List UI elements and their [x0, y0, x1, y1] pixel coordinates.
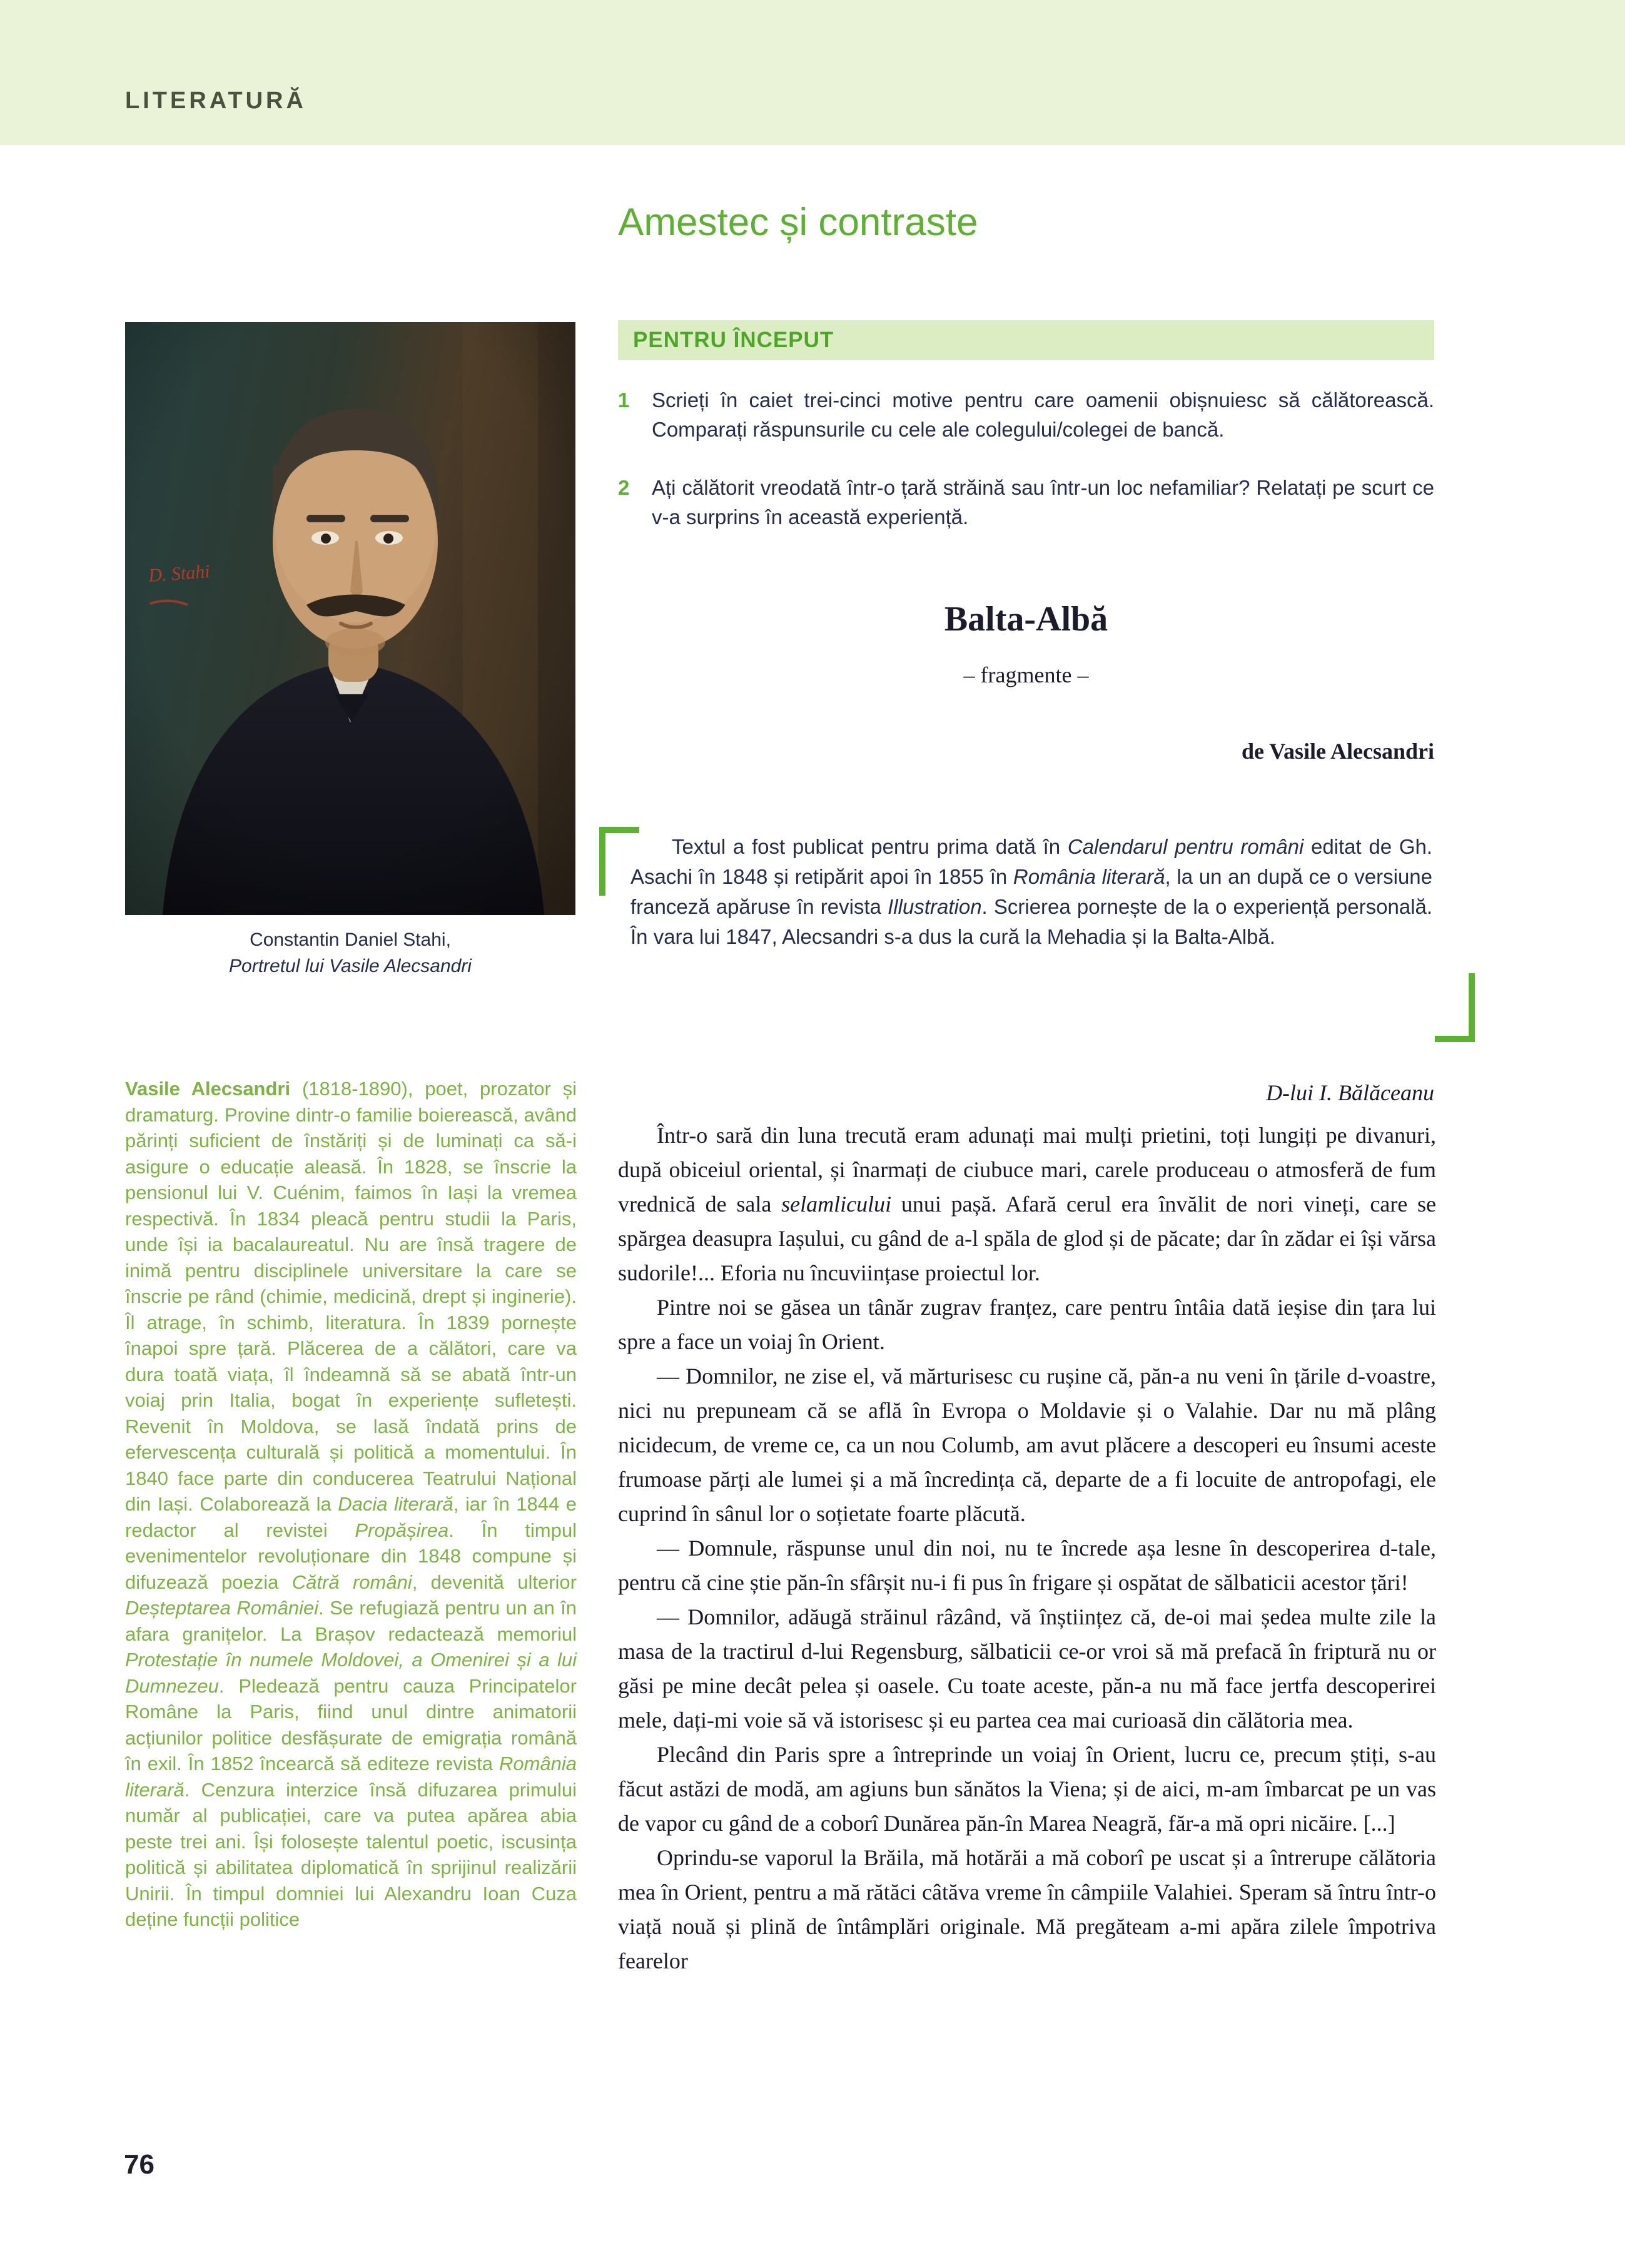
paragraph: — Domnule, răspunse unul din noi, nu te încrede așa lesne în descoperirea d-tale, pentru că cine știe păn-în sfârșit nu-i fi pus în frigare și ospătat de sălbaticii acestor țări!: [618, 1536, 1436, 1595]
warmup-task-2: [618, 473, 1434, 532]
paragraph: — Domnilor, ne zise el, vă mărturisesc cu rușine că, păn-a nu veni în țările d-voastre, nici nu prepuneam că se află în Evropa o Moldavie și o Valahie. Dar nu mă plâng nicidecum, de vreme ce, ca un nou Columb, am avut plăcere a descoperi eu însumi aceste frumoase părți ale lumei și a mă încredința că, departe de a fi locuite de antropofagi, ele cuprind în sânul lor o soțietate foarte plăcută.: [618, 1364, 1436, 1526]
paragraph: Într-o sară din luna trecută eram adunați mai mulți prietini, toți lungiți pe divanuri, după obiceiul oriental, și înarmați de ciubuce mari, carele produceau o atmosferă de fum vrednică de sala selamlicului unui pașă. Afară cerul era învălit de nori vineți, care se spărgea deasupra Iașului, cu gând de a-l spăla de glod și de păcate; dar în zădar ei își vărsa sudorile!... Eforia nu încuviințase proiectul lor.: [618, 1123, 1436, 1285]
task-text: Ați călătorit vreodată într-o țară străină sau într-un loc nefamiliar? Relatați pe scurt ce v-a surprins în această experiență.: [652, 476, 1434, 529]
paragraph: Pintre noi se găsea un tânăr zugrav franțez, care pentru întâia dată ieșise din țara lui spre a face un voiaj în Orient.: [618, 1295, 1436, 1354]
section-label: LITERATURĂ: [125, 88, 306, 114]
warmup-task-1: [618, 385, 1434, 444]
paragraph: Oprindu-se vaporul la Brăila, mă hotărăi a mă coborî pe uscat și a întrerupe călătoria mea în Orient, pentru a mă rătăci câtăva vreme în câmpiile Valahiei. Speram să întru într-o viață nouă și plină de întâmplări originale. Mă pregăteam a-mi apăra zilele împotriva fearelor: [618, 1845, 1436, 1973]
quote-bracket-bottom-icon: [1435, 973, 1475, 1042]
page-number: 76: [124, 2149, 154, 2180]
task-text: Scrieți în caiet trei-cinci motive pentru care oamenii obișnuiesc să călătorească. Comparați răspunsurile cu cele ale colegului/colegei de bancă.: [652, 388, 1434, 441]
figure-caption-line2: Portretul lui Vasile Alecsandri: [229, 956, 472, 976]
paragraph: — Domnilor, adăugă străinul râzând, vă înștiințez că, de-oi mai ședea multe zile la masa de la tractirul d-lui Regensburg, sălbaticii ce-or vroi să mă prefacă în friptură nu or găsi pe mine decât pelea și oasele. Cu toate aceste, păn-a nu mă face jertfa descoperirei mele, dați-mi voie să vă istorisesc și eu partea cea mai curioasă din călătoria mea.: [618, 1604, 1436, 1733]
figure-caption: [125, 927, 575, 980]
paragraph: Plecând din Paris spre a întreprinde un voiaj în Orient, lucru ce, precum știți, s-au făcut astăzi de modă, am agiuns bun sănătos la Viena; și de aici, m-am îmbarcat pe un vas de vapor cu gând de a coborî Dunărea păn-în Marea Neagră, făr-a mă opri nicăire. [...]: [618, 1742, 1436, 1836]
author-biography: Vasile Alecsandri (1818-1890), poet, prozator și dramaturg. Provine dintr-o familie boierească, având părinți suficient de înstăriți și de luminați ca să-i asigure o educație aleasă. În 1828, se înscrie la pensionul lui V. Cuénim, faimos în Iași la vremea respectivă. În 1834 pleacă pentru studii la Paris, unde își ia bacalaureatul. Nu are însă tragere de inimă pentru disciplinele universitare la care se înscrie pe rând (chimie, medicină, drept și inginerie). Îl atrage, în schimb, literatura. În 1839 pornește înapoi spre țară. Plăcerea de a călători, care va dura toată viața, îl îndeamnă să se abată într-un voiaj prin Italia, bogat în experiențe sufletești. Revenit în Moldova, se lasă îndată prins de efervescența culturală și politică a momentului. În 1840 face parte din conducerea Teatrului Național din Iași. Colaborează la Dacia literară, iar în 1844 e redactor al revistei Propășirea. În timpul evenimentelor revoluționare din 1848 compune și difuzează poezia Cătră români, devenită ulterior Deșteptarea României. Se refugiază pentru un an în afara granițelor. La Brașov redactează memoriul Protestație în numele Moldovei, a Omenirei și a lui Dumnezeu. Pledează pentru cauza Principatelor Române la Paris, fiind unul dintre animatorii acțiunilor politice desfășurate de emigrația română în exil. În 1852 încearcă să editeze revista România literară. Cenzura interzice însă difuzarea primului număr al publicației, care va putea apărea abia peste trei ani. Își folosește talentul poetic, iscusința politică și abilitatea diplomatică în sprijinul realizării Unirii. În timpul domniei lui Alexandru Ioan Cuza deține funcții politice: [125, 1078, 577, 1930]
portrait-painting: [125, 322, 575, 915]
task-number: 2: [618, 476, 630, 499]
reading-title: Balta-Albă: [944, 600, 1108, 639]
warmup-heading: PENTRU ÎNCEPUT: [633, 328, 834, 352]
reading-body: [618, 1118, 1436, 1978]
figure-caption-line1: Constantin Daniel Stahi,: [250, 929, 451, 950]
header-band: [0, 0, 1625, 145]
page-title: Amestec și contraste: [618, 201, 978, 244]
dedication: D-lui I. Bălăceanu: [1266, 1080, 1434, 1105]
reading-byline: de Vasile Alecsandri: [1241, 739, 1434, 764]
intro-note: Textul a fost publicat pentru prima dată în Calendarul pentru români editat de Gh. Asachi în 1848 și retipărit apoi în 1855 în România literară, la un an după ce o versiune franceză apăruse în revista Illustration. Scrierea pornește de la o experiență personală. În vara lui 1847, Alecsandri s-a dus la cură la Mehadia și la Balta-Albă.: [630, 835, 1433, 948]
reading-subtitle: – fragmente –: [963, 662, 1089, 687]
warmup-heading-bar: [618, 320, 1434, 360]
task-number: 1: [618, 388, 630, 412]
portrait-image: [125, 322, 575, 915]
